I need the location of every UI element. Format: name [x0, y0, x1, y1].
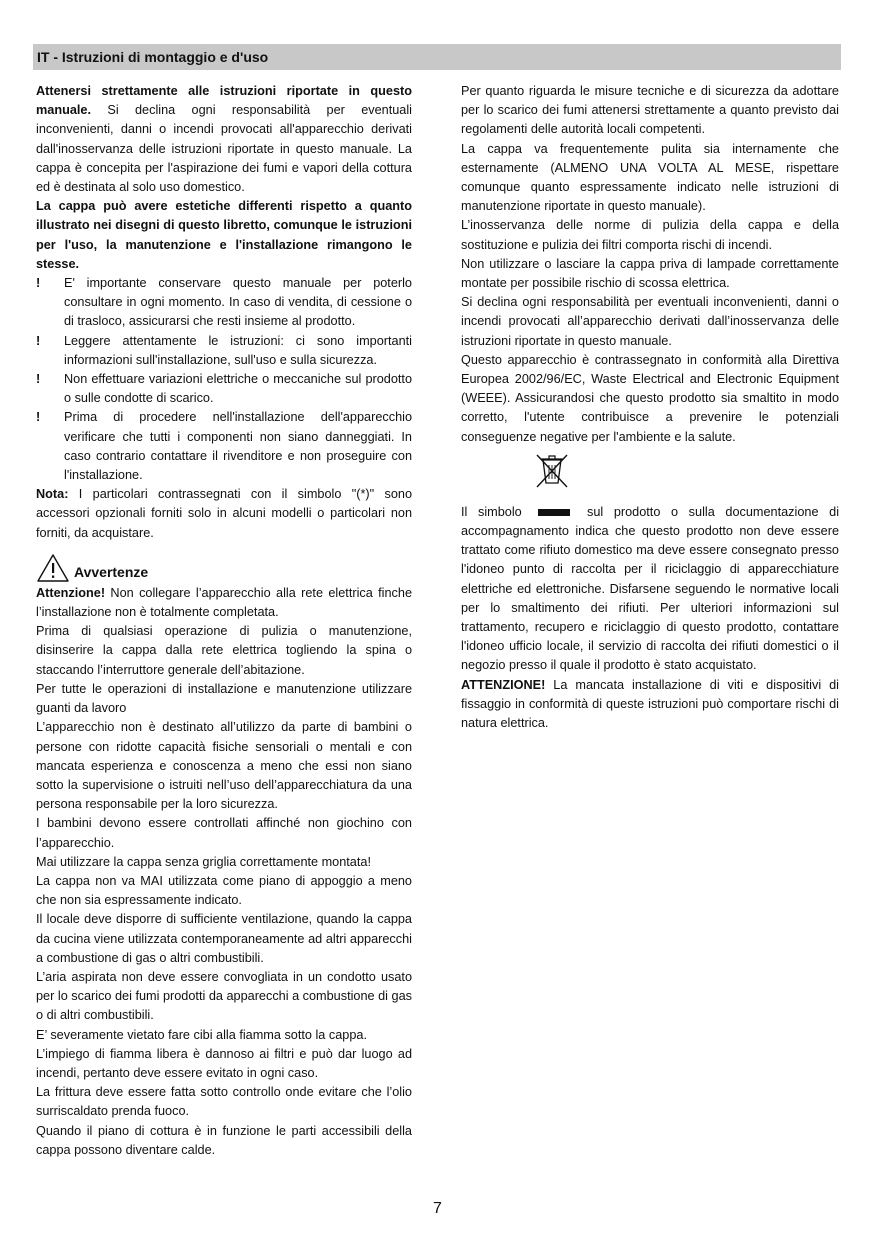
- exclamation-mark: !: [36, 276, 41, 291]
- warning-paragraph: L’apparecchio non è destinato all’utilizzo da parte di bambini o persone con ridotte capacità fisiche sensoriali o mentali e con mancata esperienza e conoscenza a meno che essi non siano sotto la supervisione o istruiti nell’uso dell’apparecchiatura da una persona responsabile per la loro sicurezza.: [36, 720, 412, 812]
- paragraph: Questo apparecchio è contrassegnato in conformità alla Direttiva Europea 2002/96/EC, Waste Electrical and Electronic Equipment (WEEE). Assicurandosi che questo prodotto sia smaltito in modo corretto, l'utente contribuisce a prevenire le potenziali conseguenze negative per l'ambiente e la salute.: [461, 352, 839, 444]
- crossed-out-bin-icon: [531, 451, 573, 491]
- warning-paragraph: I bambini devono essere controllati affinché non giochino con l’apparecchio.: [36, 816, 412, 850]
- exclamation-mark: !: [36, 333, 41, 348]
- exclamation-mark: !: [36, 372, 41, 387]
- page-number: 7: [433, 1200, 442, 1217]
- bullet-item: ! Prima di procedere nell'installazione dell'apparecchio verificare che tutti i componenti non siano danneggiati. In caso contrario contattare il rivenditore e non proseguire con l'installazione.: [36, 410, 412, 483]
- warning-paragraph: L’aria aspirata non deve essere convogliata in un condotto usato per lo scarico dei fumi prodotti da apparecchi a combustione di gas o di altri combustibili.: [36, 969, 412, 1023]
- warning-paragraph: Mai utilizzare la cappa senza griglia correttamente montata!: [36, 854, 371, 869]
- warning-triangle-icon: [36, 553, 70, 583]
- warning-paragraph: Quando il piano di cottura è in funzione le parti accessibili della cappa possono diventare calde.: [36, 1123, 412, 1157]
- warnings-heading: [36, 557, 412, 584]
- warning-paragraph: Per tutte le operazioni di installazione e manutenzione utilizzare guanti da lavoro: [36, 681, 412, 716]
- symbol-paragraph: Il simbolo sul prodotto o sulla documentazione di accompagnamento indica che questo prodotto non deve essere trattato come rifiuto domestico ma deve essere consegnato presso l'idoneo punto di raccolta per il riciclaggio di apparecchiature elettriche ed elettroniche. Disfarsene seguendo le normative locali per lo smaltimento dei rifiuti. Per ulteriori informazioni sul trattamento, recupero e riciclaggio di questo prodotto, contattare l'idoneo ufficio locale, il servizio di raccolta dei rifiuti domestici o il negozio presso il quale il prodotto è stato acquistato.: [461, 504, 840, 673]
- bullet-item: ! E' importante conservare questo manuale per poterlo consultare in ogni momento. In caso di vendita, di cessione o di trasloco, assicurarsi che resti insieme al prodotto.: [36, 276, 412, 329]
- section-title: IT - Istruzioni di montaggio e d'uso: [37, 49, 269, 65]
- bullet-item: ! Leggere attentamente le istruzioni: ci sono importanti informazioni sull'installazione, sull'uso e sulla sicurezza.: [36, 333, 412, 367]
- black-bar-icon: [538, 509, 570, 516]
- weee-symbol: [461, 447, 839, 503]
- paragraph: Non utilizzare o lasciare la cappa priva di lampade correttamente montate per possibile rischio di scossa elettrica.: [461, 256, 839, 291]
- bullet-item: ! Non effettuare variazioni elettriche o meccaniche sul prodotto o sulle condotte di scarico.: [36, 372, 412, 406]
- final-warning-paragraph: ATTENZIONE! La mancata installazione di viti e dispositivi di fissaggio in conformità di queste istruzioni può comportare rischi di natura elettrica.: [461, 677, 839, 731]
- exclamation-mark: !: [36, 410, 41, 425]
- paragraph: Si declina ogni responsabilità per eventuali inconvenienti, danni o incendi provocati all’apparecchio derivati dall’inosservanza delle istruzioni riportate in questo manuale.: [461, 295, 839, 348]
- paragraph: L’inosservanza delle norme di pulizia della cappa e della sostituzione e pulizia dei filtri comporta rischi di incendi.: [461, 218, 839, 252]
- warning-paragraph: Il locale deve disporre di sufficiente ventilazione, quando la cappa da cucina viene utilizzata contemporaneamente ad altri apparecchi a combustione di gas o altri combustibili.: [36, 912, 412, 965]
- attention-paragraph: Attenzione! Non collegare l’apparecchio alla rete elettrica finche l’installazione non è totalmente completata.: [36, 585, 412, 620]
- right-column: [461, 82, 839, 733]
- warnings-title: Avvertenze: [74, 563, 149, 580]
- intro-paragraph: Attenersi strettamente alle istruzioni riportate in questo manuale. Si declina ogni responsabilità per eventuali inconvenienti, danni o incendi provocati all'apparecchio derivati dall'inosservanza delle istruzioni riportate in questo manuale. La cappa è concepita per l'aspirazione dei fumi e vapori della cottura ed è destinata al solo uso domestico.: [36, 84, 412, 195]
- aesthetic-paragraph: La cappa può avere estetiche differenti rispetto a quanto illustrato nei disegni di questo libretto, comunque le istruzioni per l'uso, la manutenzione e l'installazione rimangono le stesse.: [36, 199, 412, 271]
- left-column: [36, 82, 412, 1160]
- warning-paragraph: La cappa non va MAI utilizzata come piano di appoggio a meno che non sia espressamente indicato.: [36, 873, 412, 908]
- warning-paragraph: L’impiego di fiamma libera è dannoso ai filtri e può dar luogo ad incendi, pertanto deve essere evitato in ogni caso.: [36, 1046, 412, 1080]
- note-paragraph: Nota: I particolari contrassegnati con il simbolo "(*)" sono accessori opzionali forniti solo in alcuni modelli o particolari non forniti, da acquistare.: [36, 487, 412, 540]
- warning-paragraph: La frittura deve essere fatta sotto controllo onde evitare che l’olio surriscaldato prenda fuoco.: [36, 1085, 412, 1119]
- paragraph: La cappa va frequentemente pulita sia internamente che esternamente (ALMENO UNA VOLTA AL MESE, rispettare comunque quanto espressamente indicato nelle istruzioni di manutenzione riportate in questo manuale).: [461, 141, 839, 214]
- section-header: [33, 44, 841, 70]
- paragraph: Per quanto riguarda le misure tecniche e di sicurezza da adottare per lo scarico dei fumi attenersi strettamente a quanto previsto dai regolamenti delle autorità locali competenti.: [461, 84, 839, 137]
- warning-paragraph: Prima di qualsiasi operazione di pulizia o manutenzione, disinserire la cappa dalla rete elettrica togliendo la spina o staccando l’interruttore generale dell’abitazione.: [36, 624, 412, 677]
- warning-paragraph: E’ severamente vietato fare cibi alla fiamma sotto la cappa.: [36, 1027, 367, 1042]
